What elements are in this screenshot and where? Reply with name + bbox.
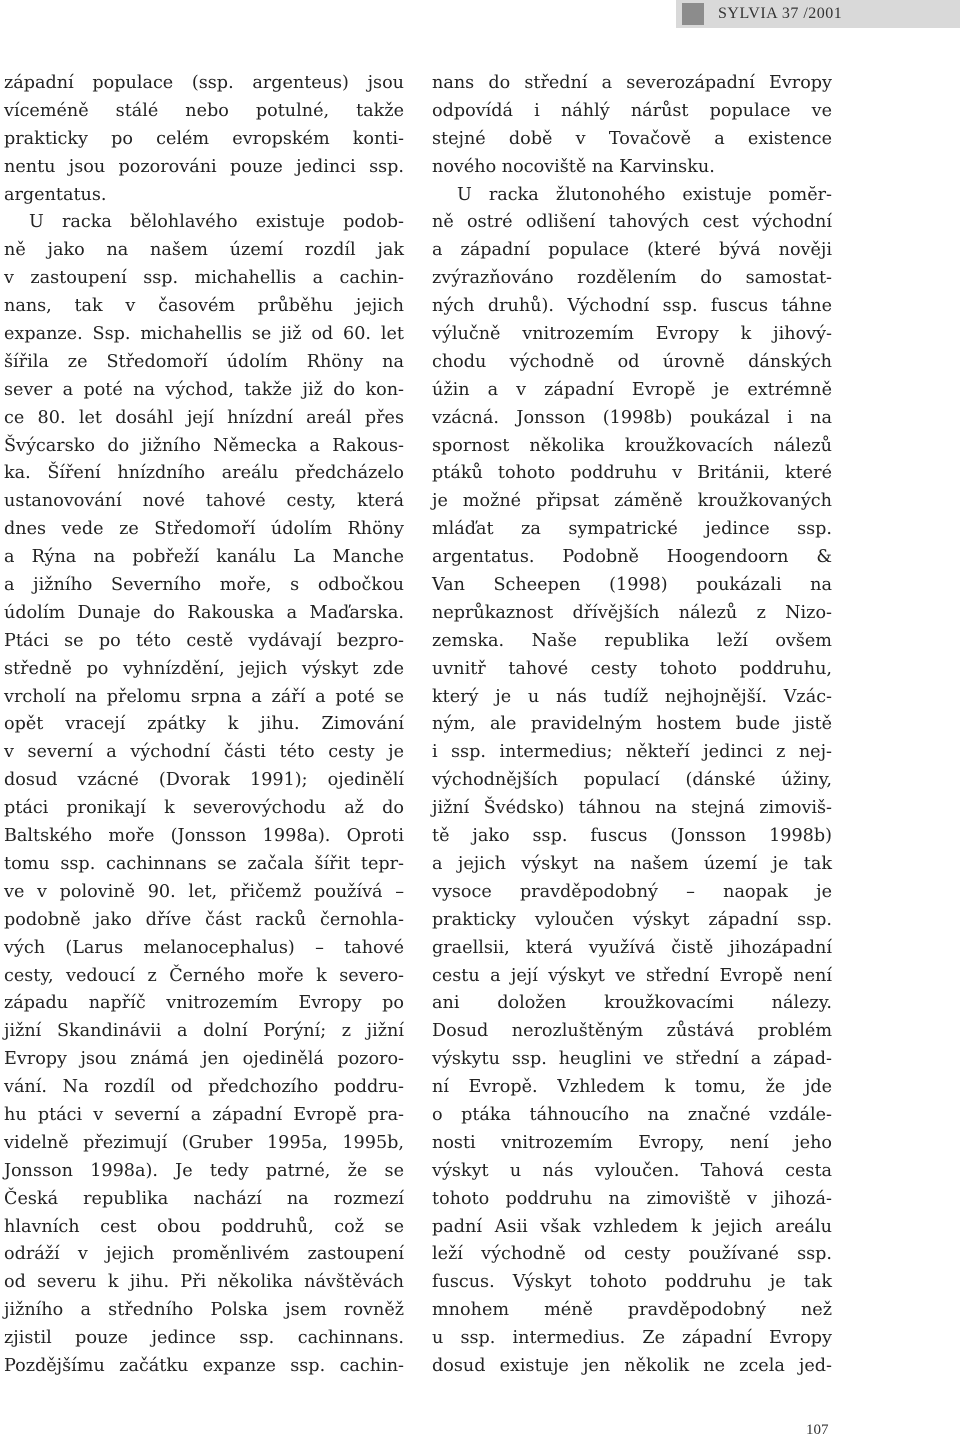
text-line: výskytu ssp. heuglini ve střední a západ- [432, 1049, 832, 1070]
left-column [4, 70, 404, 1381]
text-line: vých (Larus melanocephalus) – tahové [4, 937, 404, 958]
text-line: ani doložen kroužkovacími nálezy. [432, 993, 832, 1014]
text-line: nans do střední a severozápadní Evropy [432, 73, 832, 93]
text-line: Ptáci se po této cestě vydávají bezpro- [4, 630, 404, 651]
text-line: Baltského moře (Jonsson 1998a). Oproti [4, 826, 404, 847]
text-line: v zastoupení ssp. michahellis a cachin- [4, 268, 404, 289]
text-line: jižní Švédsko) táhnou na stejná zimoviš- [432, 798, 832, 819]
text-line: dosud vzácné (Dvorak 1991); ojedinělí [4, 770, 404, 791]
text-line: videlně přezimují (Gruber 1995a, 1995b, [4, 1132, 404, 1153]
text-line: západní populace (ssp. argenteus) jsou [4, 73, 404, 93]
text-line: výlučně vnitrozemím Evropy k jihový- [432, 324, 832, 345]
text-line: argentatus. [4, 184, 107, 205]
text-line: ných druhů). Východní ssp. fuscus táhne [432, 296, 832, 317]
text-line: ně jako na našem území rozdíl jak [4, 240, 404, 261]
text-line: víceméně stálé nebo potulné, takže [4, 100, 404, 121]
text-line: prakticky vyloučen výskyt západní ssp. [432, 909, 832, 930]
page-number: 107 [806, 1422, 829, 1438]
text-line: od severu k jihu. Při několika návštěvách [4, 1272, 404, 1293]
text-line: výskyt u nás vyloučen. Tahová cesta [432, 1160, 832, 1181]
text-line: leží východně od cesty používané ssp. [432, 1244, 832, 1265]
text-line: chodu východně od úrovně dánských [432, 351, 832, 372]
text-line: U racka žlutonohého existuje pomĕr- [457, 184, 832, 205]
text-line: odráží v jejich proměnlivém zastoupení [4, 1244, 404, 1265]
text-line: Van Scheepen (1998) poukázali na [432, 575, 832, 596]
text-line: zjistil pouze jedince ssp. cachinnans. [4, 1328, 404, 1349]
text-line: spornost několika kroužkovacích nálezů [432, 435, 832, 456]
text-line: vzácná. Jonsson (1998b) poukázal i na [432, 407, 832, 428]
text-line: je možné připsat záměně kroužkovaných [432, 491, 832, 512]
text-line: který je u nás tudíž nejhojnější. Vzác- [432, 686, 832, 707]
header-marker [682, 3, 704, 25]
text-line: nového nocoviště na Karvinsku. [432, 156, 715, 177]
text-line: Švýcarsko do jižního Německa a Rakous- [4, 435, 404, 456]
text-line: U racka bělohlavého existuje podob- [29, 212, 404, 233]
text-line: východnějších populací (dánské úžiny, [432, 770, 832, 791]
text-line: nans, tak v časovém průběhu jejich [4, 296, 404, 317]
text-line: graellsii, která využívá čistě jihozápadní [432, 937, 832, 958]
text-line: vysoce pravděpodobný – naopak je [432, 881, 832, 902]
text-line: hu ptáci v severní a západní Evropě pra- [4, 1104, 404, 1125]
text-line: podobně jako dříve část racků černohla- [4, 909, 404, 930]
text-line: a západní populace (které bývá nověji [432, 240, 832, 261]
text-line: tě jako ssp. fuscus (Jonsson 1998b) [432, 826, 832, 847]
text-line: opět vracejí zpátky k jihu. Zimování [4, 714, 404, 735]
text-line: zvýrazňováno rozdělením do samostat- [432, 268, 832, 289]
text-line: cestu a její výskyt ve střední Evropě není [432, 965, 832, 986]
text-line: nentu jsou pozorováni pouze jedinci ssp. [4, 156, 404, 177]
text-line: fuscus. Výskyt tohoto poddruhu je tak [432, 1272, 832, 1293]
text-line: sever a poté na východ, takže již do kon- [4, 379, 404, 400]
text-line: expanze. Ssp. michahellis se již od 60. let [4, 324, 404, 345]
text-line: u ssp. intermedius. Ze západní Evropy [432, 1328, 832, 1349]
text-line: Česká republika nachází na rozmezí [4, 1188, 404, 1209]
text-line: dosud existuje jen několik ne zcela jed- [432, 1355, 832, 1376]
text-line: ce 80. let dosáhl její hnízdní areál přes [4, 407, 404, 428]
text-line: i ssp. intermedius; někteří jedinci z nej- [432, 742, 832, 763]
text-line: odpovídá i náhlý nárůst populace ve [432, 100, 832, 121]
text-line: o ptáka táhnoucího na značné vzdále- [432, 1104, 832, 1125]
text-line: ka. Šíření hnízdního areálu předcházelo [4, 463, 404, 484]
text-line: mláďat za sympatrické jedince ssp. [432, 519, 832, 540]
text-line: mnohem méně pravděpodobný než [432, 1300, 832, 1321]
text-line: Jonsson 1998a). Je tedy patrné, že se [4, 1160, 404, 1181]
text-line: zemska. Naše republika leží ovšem [432, 630, 832, 651]
text-line: ní Evropě. Vzhledem k tomu, že jde [432, 1077, 832, 1098]
text-line: západu napříč vnitrozemím Evropy po [4, 993, 404, 1014]
text-line: Dosud nerozluštěným zůstává problém [432, 1021, 832, 1042]
text-line: ným, ale pravidelným hostem bude jistě [432, 714, 832, 735]
text-line: tomu ssp. cachinnans se začala šířit tepr- [4, 853, 404, 874]
text-line: Evropy jsou známá jen ojedinělá pozoro- [4, 1049, 404, 1070]
text-line: dnes vede ze Středomoří údolím Rhöny [4, 519, 404, 540]
text-line: šířila ze Středomoří údolím Rhöny na [4, 351, 404, 372]
text-line: ptáků tohoto poddruhu v Británii, které [432, 463, 832, 484]
text-line: ve v polovině 90. let, přičemž používá – [4, 881, 404, 902]
text-line: tohoto poddruhu na zimoviště v jihozá- [432, 1188, 832, 1209]
text-line: argentatus. Podobně Hoogendoorn & [432, 547, 832, 568]
running-header: SYLVIA 37 /2001 [718, 5, 843, 22]
text-line: neprůkaznost dřívějších nálezů z Nizo- [432, 602, 832, 623]
text-line: padní Asii však vzhledem k jejich areálu [432, 1216, 832, 1237]
text-line: jižního a středního Polska jsem rovněž [4, 1300, 404, 1321]
text-line: středně po vyhnízdění, jejich výskyt zde [4, 658, 404, 679]
text-line: prakticky po celém evropském konti- [4, 128, 404, 149]
text-line: jižní Skandinávii a dolní Porýní; z jižní [4, 1021, 404, 1042]
text-line: ustanovování nové tahové cesty, která [4, 491, 404, 512]
text-line: vání. Na rozdíl od předchozího poddru- [4, 1077, 404, 1098]
text-line: Pozdějšímu začátku expanze ssp. cachin- [4, 1355, 404, 1376]
text-line: vrcholí na přelomu srpna a září a poté se [4, 686, 404, 707]
text-line: v severní a východní části této cesty je [4, 742, 404, 763]
text-line: úžin a v západní Evropě je extrémně [432, 379, 832, 400]
text-line: a jižního Severního moře, s odbočkou [4, 575, 404, 596]
text-line: ptáci pronikají k severovýchodu až do [4, 798, 404, 819]
text-line: údolím Dunaje do Rakouska a Maďarska. [4, 602, 404, 623]
text-line: uvnitř tahové cesty tohoto poddruhu, [432, 658, 832, 679]
text-line: nosti vnitrozemím Evropy, není jeho [432, 1132, 832, 1153]
text-line: ně ostré odlišení tahových cest východní [432, 212, 832, 233]
text-line: hlavních cest obou poddruhů, což se [4, 1216, 404, 1237]
text-line: a Rýna na pobřeží kanálu La Manche [4, 547, 404, 568]
text-line: stejné době v Tovačově a existence [432, 128, 832, 149]
right-column [432, 70, 832, 1381]
text-line: a jejich výskyt na našem území je tak [432, 853, 832, 874]
text-line: cesty, vedoucí z Černého moře k severo- [4, 965, 404, 986]
